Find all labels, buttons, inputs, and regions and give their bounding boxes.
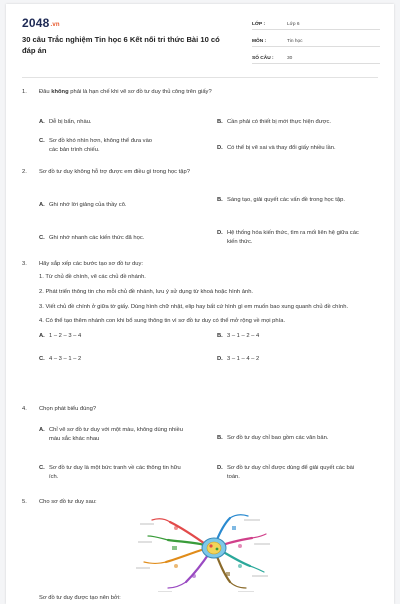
question-1: 1. Đâu không phải là hạn chế khi vẽ sơ đồ tư duy thủ công trên giấy? A. Dễ bị bẩn, nhàu. B. Cần phải có thiết bị mới thực hiện được. C. Sơ đồ khó nhìn hơn, không thể đưa vào các bản trình chiếu. D. Có thể bị vẽ sai và thay đổi giấy nhiều lần. — [22, 88, 382, 147]
option-d[interactable]: D. Hệ thống hóa kiến thức, tìm ra mối liên hệ giữa các kiến thức. — [217, 230, 359, 245]
header-divider — [22, 77, 378, 78]
question-4: 4. Chọn phát biểu đúng? A. Chỉ vẽ sơ đồ tư duy với một màu, không dùng nhiều màu sắc khác nhau B. Sơ đồ tư duy chỉ bao gồm các văn bản. C. Sơ đồ tư duy là một bức tranh về các thông tin hữu ích. D. Sơ đồ tư duy chỉ được dùng để giải quyết các bài toán. — [22, 405, 382, 414]
option-d[interactable]: D. Có thể bị vẽ sai và thay đổi giấy nhiều lần. — [217, 145, 336, 151]
statement: 4. Có thể tạo thêm nhánh con khi bổ sung thông tin vì sơ đồ tư duy có thể mở rộng về mọi phía. — [39, 318, 286, 324]
mind-map-center-node — [202, 538, 226, 558]
question-text: Đâu không phải là hạn chế khi vẽ sơ đồ tư duy thủ công trên giấy? — [39, 89, 212, 95]
question-text: Cho sơ đồ tư duy sau: — [39, 499, 97, 505]
option-a[interactable]: A. Chỉ vẽ sơ đồ tư duy với một màu, không dùng nhiều màu sắc khác nhau — [39, 427, 183, 442]
mind-map-image — [132, 508, 272, 592]
option-b[interactable]: B. Sơ đồ tư duy chỉ bao gồm các văn bản. — [217, 435, 329, 441]
question-5: 5. Cho sơ đồ tư duy sau: — [22, 498, 382, 507]
meta-grade: LỚP : Lớp 6 — [252, 16, 380, 30]
option-b[interactable]: B. Sáng tạo, giải quyết các vấn đề trong học tập. — [217, 197, 345, 203]
statement: 1. Từ chủ đề chính, vẽ các chủ đề nhánh. — [39, 274, 146, 280]
question-text: Sơ đồ tư duy được tạo nên bởi: — [39, 595, 121, 601]
option-d[interactable]: D. Sơ đồ tư duy chỉ được dùng để giải quyết các bài toán. — [217, 465, 355, 480]
option-d[interactable]: D. 3 – 1 – 4 – 2 — [217, 356, 260, 362]
option-c[interactable]: C. Sơ đồ khó nhìn hơn, không thể đưa vào các bản trình chiếu. — [39, 138, 153, 153]
option-b[interactable]: B. Cần phải có thiết bị mới thực hiện được. — [217, 119, 331, 125]
document-meta — [252, 16, 380, 67]
statement: 3. Viết chủ đề chính ở giữa tờ giấy. Dùng hình chữ nhật, elip hay bất cứ hình gì em muốn bao xung quanh chủ đề chính. — [39, 304, 349, 310]
option-c[interactable]: C. 4 – 3 – 1 – 2 — [39, 356, 82, 362]
document-page — [6, 4, 394, 604]
meta-subject: MÔN : Tin học — [252, 33, 380, 47]
option-c[interactable]: C. Sơ đồ tư duy là một bức tranh về các thông tin hữu ích. — [39, 465, 181, 480]
option-a[interactable]: A. Dễ bị bẩn, nhàu. — [39, 119, 92, 125]
mind-map-leaf-lines — [136, 520, 270, 592]
question-6 — [22, 594, 382, 603]
document-header — [6, 4, 394, 60]
document-title: 30 câu Trắc nghiệm Tin học 6 Kết nối tri thức Bài 10 có đáp án — [22, 35, 220, 55]
statement-list — [39, 273, 382, 326]
question-3: 3. Hãy sắp xếp các bước tạo sơ đồ tư duy: 1. Từ chủ đề chính, vẽ các chủ đề nhánh. 2. Phát triển thông tin cho mỗi chủ đề nhánh, lưu ý sử dụng từ khoá hoặc hình ảnh. 3. Viết chủ đề chính ở giữa tờ giấy. Dùng hình chữ nhật, elip hay bất cứ hình gì em muốn bao xung quanh chủ đề chính. 4. Có thể tạo thêm nhánh con khi bổ sung thông tin vì sơ đồ tư duy có thể mở rộng về mọi phía. A. 1 – 2 – 3 – 4 B. 3 – 1 – 2 – 4 C. 4 – 3 – 1 – 2 D. 3 – 1 – 4 – 2 — [22, 260, 382, 326]
question-text: Hãy sắp xếp các bước tạo sơ đồ tư duy: — [39, 261, 143, 267]
site-logo[interactable]: 2048.vn — [22, 16, 60, 30]
option-c[interactable]: C. Ghi nhớ nhanh các kiến thức đã học. — [39, 235, 145, 241]
question-text: Sơ đồ tư duy không hỗ trợ được em điều gì trong học tập? — [39, 169, 190, 175]
question-text: Chọn phát biểu đúng? — [39, 406, 97, 412]
statement: 2. Phát triển thông tin cho mỗi chủ đề nhánh, lưu ý sử dụng từ khoá hoặc hình ảnh. — [39, 289, 254, 295]
meta-count: SỐ CÂU : 30 — [252, 50, 380, 64]
question-2: 2. Sơ đồ tư duy không hỗ trợ được em điều gì trong học tập? A. Ghi nhớ lời giảng của thầy cô. B. Sáng tạo, giải quyết các vấn đề trong học tập. C. Ghi nhớ nhanh các kiến thức đã học. D. Hệ thống hóa kiến thức, tìm ra mối liên hệ giữa các kiến thức. — [22, 168, 382, 177]
option-a[interactable]: A. 1 – 2 – 3 – 4 — [39, 333, 82, 339]
option-a[interactable]: A. Ghi nhớ lời giảng của thầy cô. — [39, 202, 127, 208]
option-b[interactable]: B. 3 – 1 – 2 – 4 — [217, 333, 260, 339]
